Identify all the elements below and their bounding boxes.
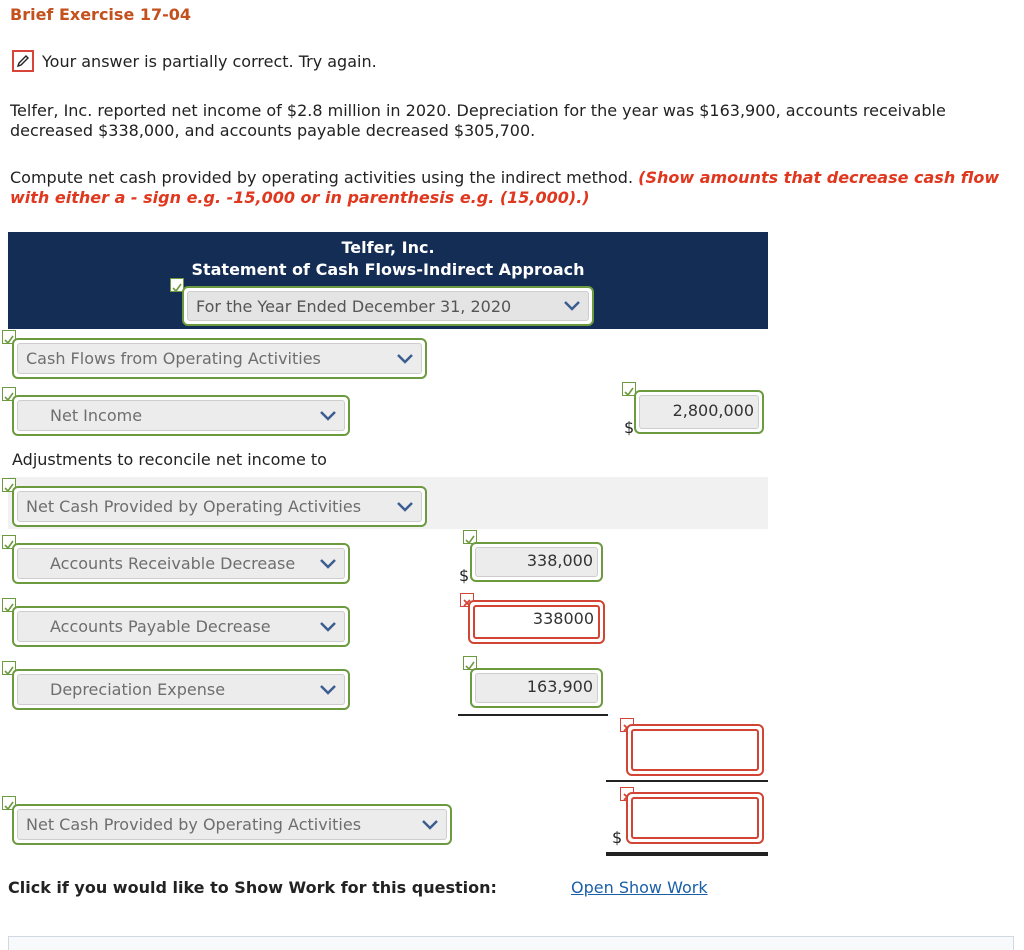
ap-value: 338000 (473, 605, 600, 639)
currency-symbol: $ (459, 566, 470, 585)
subtotal-rule (458, 714, 608, 716)
chevron-down-icon (318, 557, 338, 571)
depreciation-amount[interactable] (470, 668, 603, 708)
period-select[interactable] (182, 286, 594, 326)
net-cash-value (631, 797, 759, 839)
ap-select[interactable] (12, 606, 350, 647)
ar-select[interactable] (12, 543, 350, 584)
pencil-icon (12, 50, 34, 72)
total-adjustments-amount[interactable] (626, 724, 764, 776)
company-name: Telfer, Inc. (341, 238, 435, 257)
currency-symbol: $ (612, 828, 623, 847)
section-heading-select[interactable] (12, 338, 427, 379)
section-heading-label: Cash Flows from Operating Activities (26, 349, 321, 368)
net-income-label: Net Income (50, 406, 143, 425)
total-adjustments-value (631, 729, 759, 771)
depreciation-label: Depreciation Expense (50, 680, 226, 699)
instruction-red: (Show amounts that decrease cash flow with either a - sign e.g. -15,000 or in parenthesis e.g. (15,000).) (10, 168, 1000, 207)
instruction-text: Compute net cash provided by operating activities using the indirect method. (10, 168, 634, 187)
total-rule (606, 780, 768, 782)
period-select-label: For the Year Ended December 31, 2020 (196, 296, 512, 316)
statement-title: Statement of Cash Flows-Indirect Approach (191, 260, 585, 279)
depreciation-select[interactable] (12, 669, 350, 710)
ar-value: 338,000 (475, 547, 598, 577)
status-message: Your answer is partially correct. Try again. (42, 51, 377, 71)
show-work-prompt: Click if you would like to Show Work for this question: (8, 878, 497, 897)
adjustments-select[interactable] (12, 486, 427, 527)
net-cash-select[interactable] (12, 804, 452, 845)
ar-label: Accounts Receivable Decrease (50, 554, 296, 573)
currency-symbol: $ (624, 418, 635, 437)
chevron-down-icon (395, 500, 415, 514)
chevron-down-icon (395, 352, 415, 366)
instruction (10, 168, 1010, 208)
ap-label: Accounts Payable Decrease (50, 617, 271, 636)
chevron-down-icon (420, 818, 440, 832)
problem-text: Telfer, Inc. reported net income of $2.8 million in 2020. Depreciation for the year was $163,900, accounts receivable decreased $338,000, and accounts payable decreased $305,700. (10, 101, 946, 140)
net-cash-amount[interactable] (626, 792, 764, 844)
depreciation-value: 163,900 (475, 673, 598, 703)
chevron-down-icon (562, 299, 582, 313)
chevron-down-icon (318, 683, 338, 697)
adjustments-select-label: Net Cash Provided by Operating Activities (26, 497, 362, 516)
net-income-select[interactable] (12, 395, 350, 436)
adjustments-text: Adjustments to reconcile net income to (12, 450, 327, 469)
ap-amount[interactable] (468, 600, 605, 644)
net-income-value: 2,800,000 (639, 395, 759, 429)
exercise-title: Brief Exercise 17-04 (10, 5, 192, 24)
status-message-row (12, 50, 377, 72)
open-show-work-link[interactable]: Open Show Work (571, 878, 708, 897)
net-income-amount[interactable] (634, 390, 764, 434)
double-rule (606, 852, 768, 856)
net-cash-label: Net Cash Provided by Operating Activities (26, 815, 362, 834)
chevron-down-icon (318, 620, 338, 634)
ar-amount[interactable] (470, 542, 603, 582)
chevron-down-icon (318, 409, 338, 423)
